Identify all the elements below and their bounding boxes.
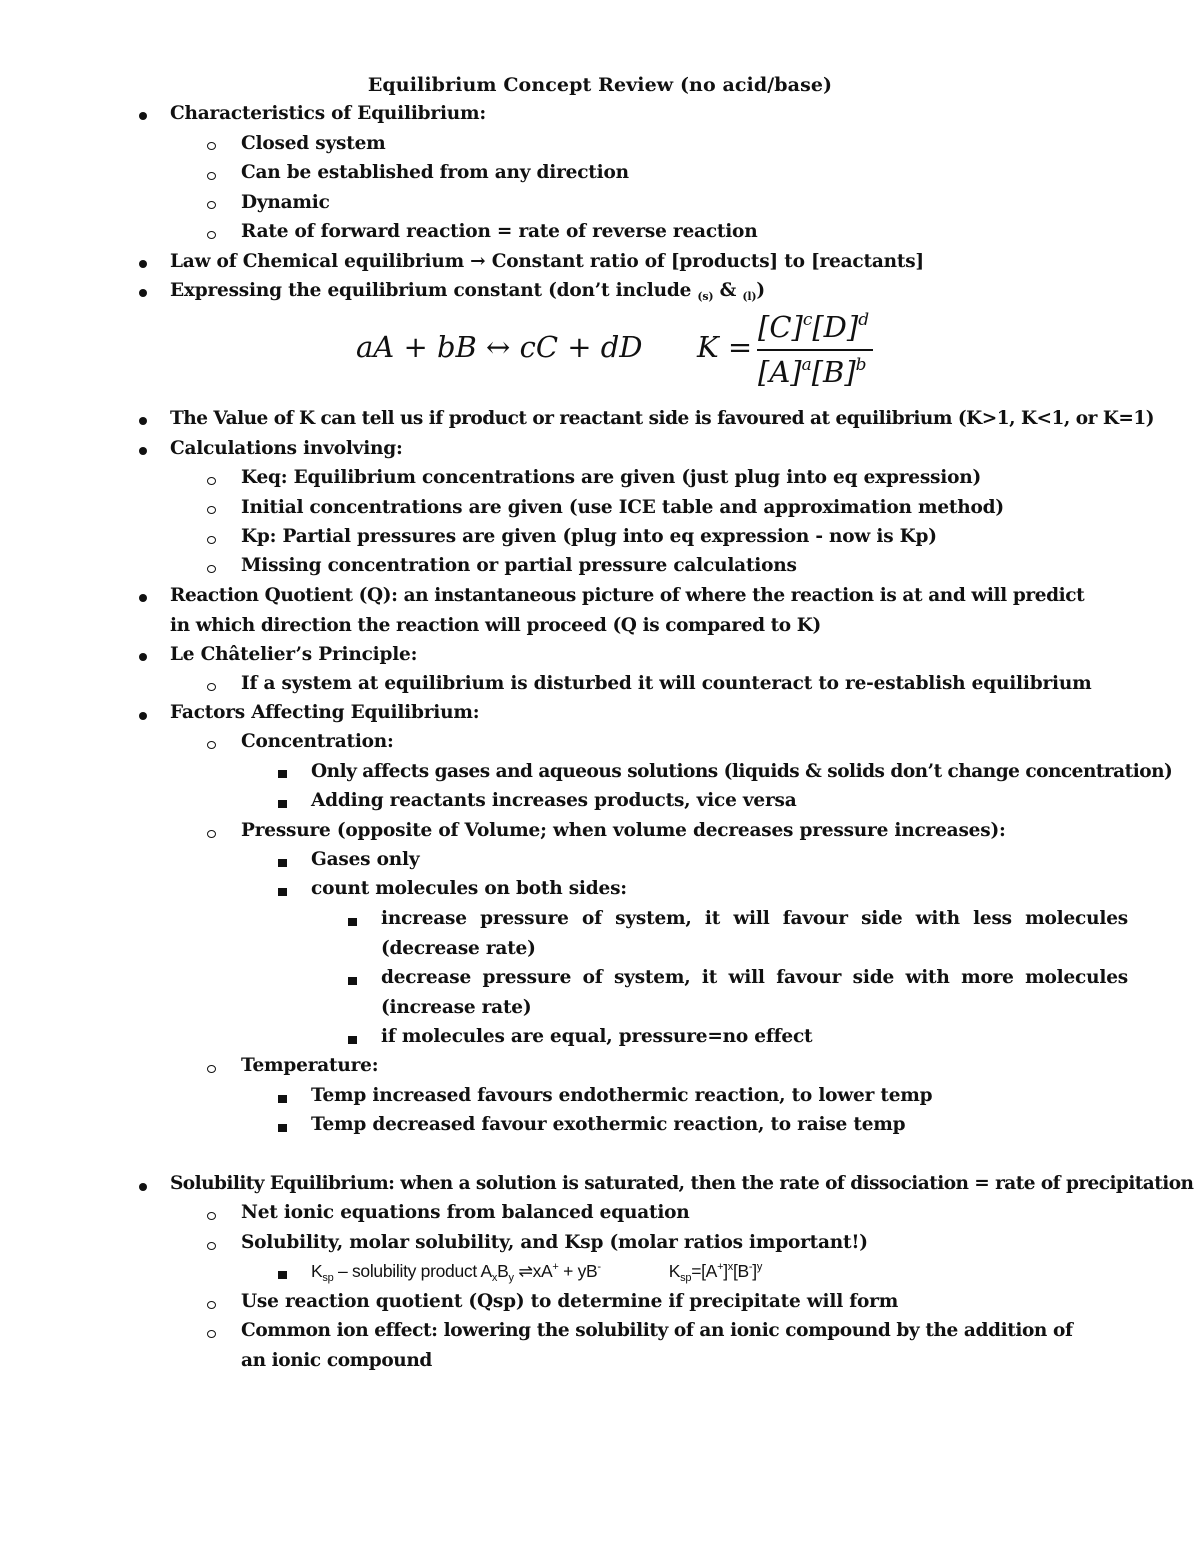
text-span: & [713,280,743,301]
circle-bullet-icon [207,506,216,514]
exponent: b [855,355,867,375]
text-span: – solubility product A [333,1261,492,1281]
square-bullet-icon [348,977,357,985]
text-span: [B [732,1261,749,1281]
list-item: Temp increased favours endothermic reaction, to lower temp [311,1085,933,1106]
list-item: Common ion effect: lowering the solubility of an ionic compound by the addition of an ionic compound [241,1320,1073,1371]
list-item: Closed system [241,133,386,154]
bullet-icon [139,112,147,120]
list-item: decrease pressure of system, it will favour side with more molecules (increase rate) [381,967,1128,1018]
list-item: Rate of forward reaction = rate of reverse reaction [241,221,758,242]
list-item: Use reaction quotient (Qsp) to determine if precipitate will form [241,1291,899,1312]
circle-bullet-icon [207,741,216,749]
list-item: Factors Affecting Equilibrium: [170,702,480,723]
text-span: ] [752,1261,757,1281]
list-item: Adding reactants increases products, vice versa [311,790,797,811]
numerator-c: [C] [758,310,803,344]
bullet-icon [139,653,147,661]
exponent: c [802,310,813,330]
list-item: Can be established from any direction [241,162,629,183]
circle-bullet-icon [207,201,216,209]
subscript: sp [680,1272,692,1284]
superscript: - [597,1261,601,1273]
list-item: Law of Chemical equilibrium → Constant ratio of [products] to [reactants] [170,251,924,272]
circle-bullet-icon [207,477,216,485]
circle-bullet-icon [207,565,216,573]
list-item: If a system at equilibrium is disturbed it will counteract to re-establish equilibrium [241,673,1092,694]
square-bullet-icon [278,888,287,896]
text-span: K [668,1261,681,1281]
list-item: if molecules are equal, pressure=no effect [381,1026,813,1047]
denominator-a: [A] [758,355,802,389]
square-bullet-icon [278,1271,287,1279]
list-item: Solubility Equilibrium: when a solution is saturated, then the rate of dissociation = rate of precipitation [170,1173,1194,1194]
list-item: Dynamic [241,192,330,213]
list-item: Missing concentration or partial pressure calculations [241,555,797,576]
square-bullet-icon [348,918,357,926]
circle-bullet-icon [207,536,216,544]
list-item: Net ionic equations from balanced equation [241,1202,690,1223]
list-item: Kp: Partial pressures are given (plug into eq expression - now is Kp) [241,526,937,547]
circle-bullet-icon [207,231,216,239]
circle-bullet-icon [207,1065,216,1073]
list-item: Calculations involving: [170,438,403,459]
bullet-icon [139,712,147,720]
list-item: Keq: Equilibrium concentrations are given (just plug into eq expression) [241,467,982,488]
list-item: Characteristics of Equilibrium: [170,103,487,124]
fraction-bar [757,349,873,351]
text-span: ) [756,280,765,301]
bullet-icon [139,260,147,268]
exponent: a [801,355,812,375]
square-bullet-icon [278,1095,287,1103]
fraction-denominator [758,355,867,389]
fraction-numerator [758,310,869,344]
list-item: count molecules on both sides: [311,878,627,899]
list-item: Solubility, molar solubility, and Ksp (molar ratios important!) [241,1232,868,1253]
square-bullet-icon [278,859,287,867]
numerator-d: [D] [812,310,859,344]
bullet-icon [139,417,147,425]
list-item: Only affects gases and aqueous solutions (liquids & solids don’t change concentration) [311,761,1173,782]
subscript: x [491,1272,498,1284]
circle-bullet-icon [207,1242,216,1250]
reaction-equation: aA + bB ↔ cC + dD [356,330,643,364]
circle-bullet-icon [207,142,216,150]
subscript: (l) [742,290,757,303]
text-span: B [497,1261,509,1281]
list-item: The Value of K can tell us if product or reactant side is favoured at equilibrium (K>1, K<1, or K=1) [170,408,1155,429]
text-span: =[A [691,1261,718,1281]
exponent: d [858,310,870,330]
circle-bullet-icon [207,683,216,691]
text-span: ] [723,1261,728,1281]
bullet-icon [139,447,147,455]
circle-bullet-icon [207,1212,216,1220]
list-item: increase pressure of system, it will favour side with less molecules (decrease rate) [381,908,1128,959]
square-bullet-icon [278,800,287,808]
bullet-icon [139,1183,147,1191]
square-bullet-icon [348,1036,357,1044]
superscript: + [717,1261,724,1273]
circle-bullet-icon [207,1301,216,1309]
text-span: + yB [558,1261,598,1281]
list-item [170,276,765,306]
list-item: Reaction Quotient (Q): an instantaneous picture of where the reaction is at and will predict in which direction the reaction will proceed (Q is compared to K) [170,585,1085,636]
list-item: Pressure (opposite of Volume; when volume decreases pressure increases): [241,820,1006,841]
ksp-line [311,1257,762,1287]
superscript: + [552,1261,559,1273]
superscript: y [756,1261,763,1273]
circle-bullet-icon [207,172,216,180]
bullet-icon [139,594,147,602]
superscript: - [748,1261,753,1273]
superscript: x [727,1261,733,1273]
subscript: sp [322,1272,334,1284]
ksp-k: K [311,1261,323,1281]
list-item: Concentration: [241,731,394,752]
circle-bullet-icon [207,1330,216,1338]
square-bullet-icon [278,770,287,778]
page-title: Equilibrium Concept Review (no acid/base) [367,74,833,96]
list-item: Temp decreased favour exothermic reaction, to raise temp [311,1114,906,1135]
bullet-icon [139,289,147,297]
list-item: Initial concentrations are given (use ICE table and approximation method) [241,497,1004,518]
k-label: K = [697,330,753,364]
list-item: Le Châtelier’s Principle: [170,644,418,665]
text-span: ⇌xA [513,1261,553,1281]
circle-bullet-icon [207,830,216,838]
subscript: (s) [697,290,714,303]
list-item: Temperature: [241,1055,379,1076]
list-item: Gases only [311,849,420,870]
square-bullet-icon [278,1124,287,1132]
subscript: y [508,1272,514,1284]
text-span: Expressing the equilibrium constant (don’t include [170,280,698,301]
denominator-b: [B] [811,355,856,389]
